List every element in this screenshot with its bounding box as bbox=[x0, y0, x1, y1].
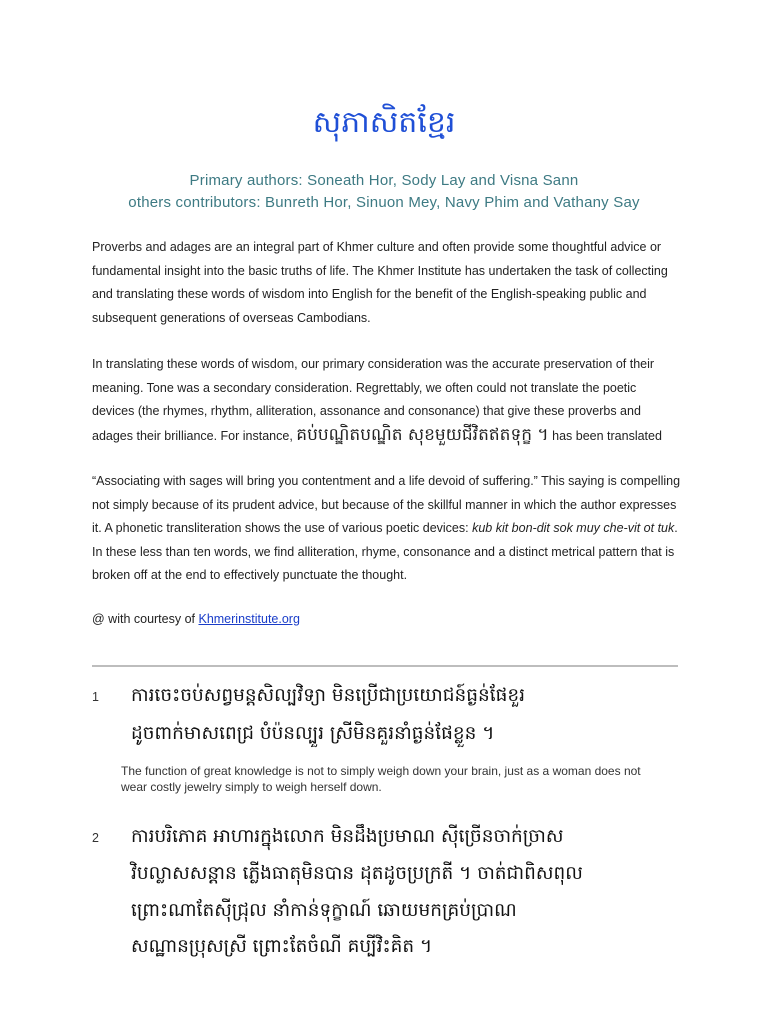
proverb-translation: The function of great knowledge is not to simply weigh down your brain, just as a woman does not wear costly jewelry simply to weigh herself down. bbox=[121, 764, 641, 794]
paragraph-3-text: “Associating with sages will bring you contentment and a life devoid of suffering.” This saying is compelling not simply because of its prudent advice, but because of the skillful manner in which the author expresses it. A phonetic transliteration shows the use of various poetic devices: bbox=[92, 474, 681, 535]
proverb-line: សណ្ឋានប្រុសស្រី ព្រោះតែចំណី គប្បីវិះគិត ។ bbox=[131, 936, 433, 957]
proverb-line: ដូចពាក់មាសពេជ្រ បំប៉នល្បួរ ស្រីមិនគួរនាំធ្ងន់ផែខ្លួន ។ bbox=[131, 723, 495, 744]
page-title: សុភាសិតខ្មែរ bbox=[312, 105, 456, 140]
primary-authors: Primary authors: Soneath Hor, Sody Lay and Visna Sann bbox=[189, 172, 579, 189]
proverb-line: ព្រោះណាតែស៊ីជ្រុល នាំកាន់ទុក្ខាណ៍ ឆោយមកគ្រប់ប្រាណ bbox=[131, 900, 517, 921]
intro-paragraph-1: Proverbs and adages are an integral part of Khmer culture and often provide some thoughtful advice or fundamental insight into the basic truths of life. The Khmer Institute has undertaken the task of collecting and translating these words of wisdom into English for the benefit of the English-speaking public and subsequent generations of overseas Cambodians. bbox=[92, 240, 668, 325]
section-divider bbox=[92, 665, 678, 667]
other-contributors: others contributors: Bunreth Hor, Sinuon Mey, Navy Phim and Vathany Say bbox=[128, 194, 640, 211]
paragraph-2-text: In translating these words of wisdom, our primary consideration was the accurate preservation of their meaning. Tone was a secondary consideration. Regrettably, we often could not translate the poetic devices (the rhymes, rhythm, alliteration, assonance and consonance) that give these proverbs and adages their brilliance. For instance, bbox=[92, 357, 655, 443]
paragraph-3-tail: . In these less than ten words, we find alliteration, rhyme, consonance and a distinct metrical pattern that is broken off at the end to effectively punctuate the thought. bbox=[92, 521, 678, 582]
intro-paragraph-2 bbox=[92, 353, 682, 448]
intro-paragraph-3 bbox=[92, 470, 682, 588]
paragraph-2-tail: has been translated bbox=[548, 428, 662, 443]
proverb-line: ការចេះចប់សព្វមន្តសិល្បវិទ្យា មិនប្រើជាប្រយោជន៍ធ្ងន់ផែខួរ bbox=[131, 685, 525, 706]
proverb-line: ការបរិភោគ អាហារក្នុងលោក មិនដឹងប្រមាណ ស៊ីច្រើនចាក់ច្រាស bbox=[131, 826, 564, 847]
credit-line bbox=[92, 608, 682, 632]
khmer-example-proverb: គប់បណ្ឌិតបណ្ឌិត សុខមួយជីវិតឥតទុក្ខ ។ bbox=[296, 424, 549, 445]
phonetic-transliteration: kub kit bon-dit sok muy che-vit ot tuk bbox=[472, 521, 675, 535]
entry-number: 1 bbox=[92, 690, 99, 704]
entry-number: 2 bbox=[92, 831, 99, 845]
khmerinstitute-link[interactable]: Khmerinstitute.org bbox=[198, 612, 300, 626]
proverb-line: វិបល្លាសសន្តាន ភ្លើងធាតុមិនបាន ដុតដូចប្រក្រតី ។ ចាត់ជាពិសពុល bbox=[131, 863, 583, 884]
credit-prefix: @ with courtesy of bbox=[92, 612, 199, 626]
authors-block bbox=[0, 170, 768, 214]
